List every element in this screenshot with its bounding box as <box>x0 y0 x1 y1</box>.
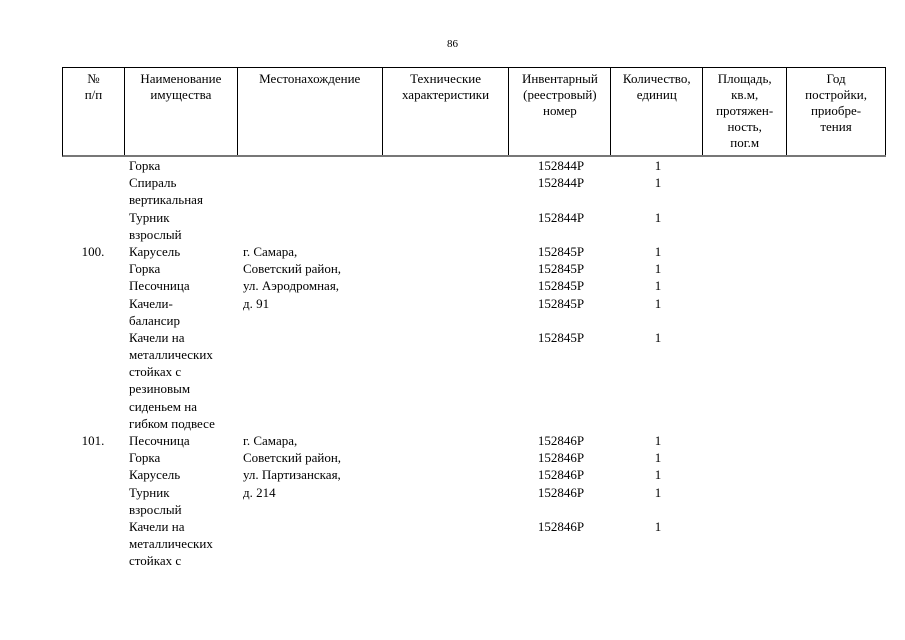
item-quantity: 1 <box>654 278 662 294</box>
table-row <box>0 380 905 397</box>
header-technical: Технические характеристики <box>383 68 510 155</box>
item-name: Горка <box>129 450 161 466</box>
item-name: Спираль <box>129 175 177 191</box>
header-year: Год постройки, приобре- тения <box>787 68 886 155</box>
item-name: металлических <box>129 536 213 552</box>
inventory-number: 152844Р <box>537 209 585 225</box>
item-name: Горка <box>129 158 161 173</box>
item-quantity: 1 <box>654 295 662 311</box>
table-row <box>0 466 905 483</box>
item-name: Карусель <box>129 467 181 483</box>
item-name: Турник <box>129 209 170 225</box>
item-name: стойках с <box>129 553 182 569</box>
table-row <box>0 518 905 535</box>
item-quantity: 1 <box>654 467 662 483</box>
item-name: взрослый <box>129 501 182 517</box>
table-row <box>0 398 905 415</box>
item-name: Турник <box>129 484 170 500</box>
header-name: Наименование имущества <box>125 68 238 155</box>
table-row <box>0 191 905 208</box>
table-row <box>0 535 905 552</box>
table-row <box>0 226 905 243</box>
item-location: д. 91 <box>243 295 270 311</box>
table-row <box>0 243 905 260</box>
header-inventory: Инвентарный (реестровый) номер <box>509 68 611 155</box>
table-row <box>0 363 905 380</box>
item-quantity: 1 <box>654 518 662 534</box>
item-quantity: 1 <box>654 158 662 173</box>
table-row <box>0 552 905 569</box>
inventory-number: 152846Р <box>537 433 585 448</box>
row-number: 101. <box>81 433 105 448</box>
item-name: Песочница <box>129 278 190 294</box>
table-row <box>0 174 905 191</box>
item-location: ул. Аэродромная, <box>243 278 340 294</box>
item-name: Качели- <box>129 295 173 311</box>
inventory-number: 152845Р <box>537 243 585 259</box>
table-row <box>0 501 905 518</box>
inventory-number: 152844Р <box>537 158 585 173</box>
item-quantity: 1 <box>654 209 662 225</box>
table-row <box>0 260 905 277</box>
item-quantity: 1 <box>654 261 662 277</box>
item-location: Советский район, <box>243 450 342 466</box>
item-quantity: 1 <box>654 433 662 448</box>
table-row <box>0 312 905 329</box>
table-row <box>0 346 905 363</box>
header-num: № п/п <box>63 68 125 155</box>
page-number: 86 <box>447 38 458 50</box>
item-name: взрослый <box>129 226 182 242</box>
item-name: металлических <box>129 347 213 363</box>
inventory-number: 152846Р <box>537 518 585 534</box>
inventory-number: 152846Р <box>537 450 585 466</box>
table-row <box>0 484 905 501</box>
table-row <box>0 295 905 312</box>
table-row <box>0 449 905 466</box>
header-area: Площадь, кв.м, протяжен- ность, пог.м <box>703 68 787 155</box>
table-row <box>0 277 905 294</box>
item-name: Карусель <box>129 243 181 259</box>
table-row <box>0 157 905 174</box>
item-location: д. 214 <box>243 484 276 500</box>
item-name: Песочница <box>129 433 190 448</box>
table-header <box>62 67 886 157</box>
item-name: Качели на <box>129 518 185 534</box>
item-name: гибком подвесе <box>129 415 215 431</box>
item-name: Качели на <box>129 329 185 345</box>
item-quantity: 1 <box>654 329 662 345</box>
inventory-number: 152845Р <box>537 295 585 311</box>
inventory-number: 152844Р <box>537 175 585 191</box>
item-name: Горка <box>129 261 161 277</box>
item-name: балансир <box>129 312 180 328</box>
item-location: Советский район, <box>243 261 342 277</box>
inventory-number: 152845Р <box>537 261 585 277</box>
item-location: ул. Партизанская, <box>243 467 341 483</box>
item-location: г. Самара, <box>243 433 298 448</box>
table-row <box>0 432 905 449</box>
item-quantity: 1 <box>654 175 662 191</box>
inventory-number: 152845Р <box>537 329 585 345</box>
row-number: 100. <box>81 243 105 259</box>
header-quantity: Количество, единиц <box>611 68 703 155</box>
inventory-number: 152845Р <box>537 278 585 294</box>
table-row <box>0 329 905 346</box>
item-name: стойках с <box>129 364 182 380</box>
item-quantity: 1 <box>654 484 662 500</box>
inventory-number: 152846Р <box>537 484 585 500</box>
header-location: Местонахождение <box>238 68 383 155</box>
item-name: резиновым <box>129 381 191 397</box>
item-quantity: 1 <box>654 450 662 466</box>
table-body <box>0 157 905 570</box>
inventory-number: 152846Р <box>537 467 585 483</box>
item-location: г. Самара, <box>243 243 298 259</box>
item-name: сиденьем на <box>129 398 197 414</box>
item-name: вертикальная <box>129 192 203 208</box>
item-quantity: 1 <box>654 243 662 259</box>
table-row <box>0 209 905 226</box>
table-row <box>0 415 905 432</box>
